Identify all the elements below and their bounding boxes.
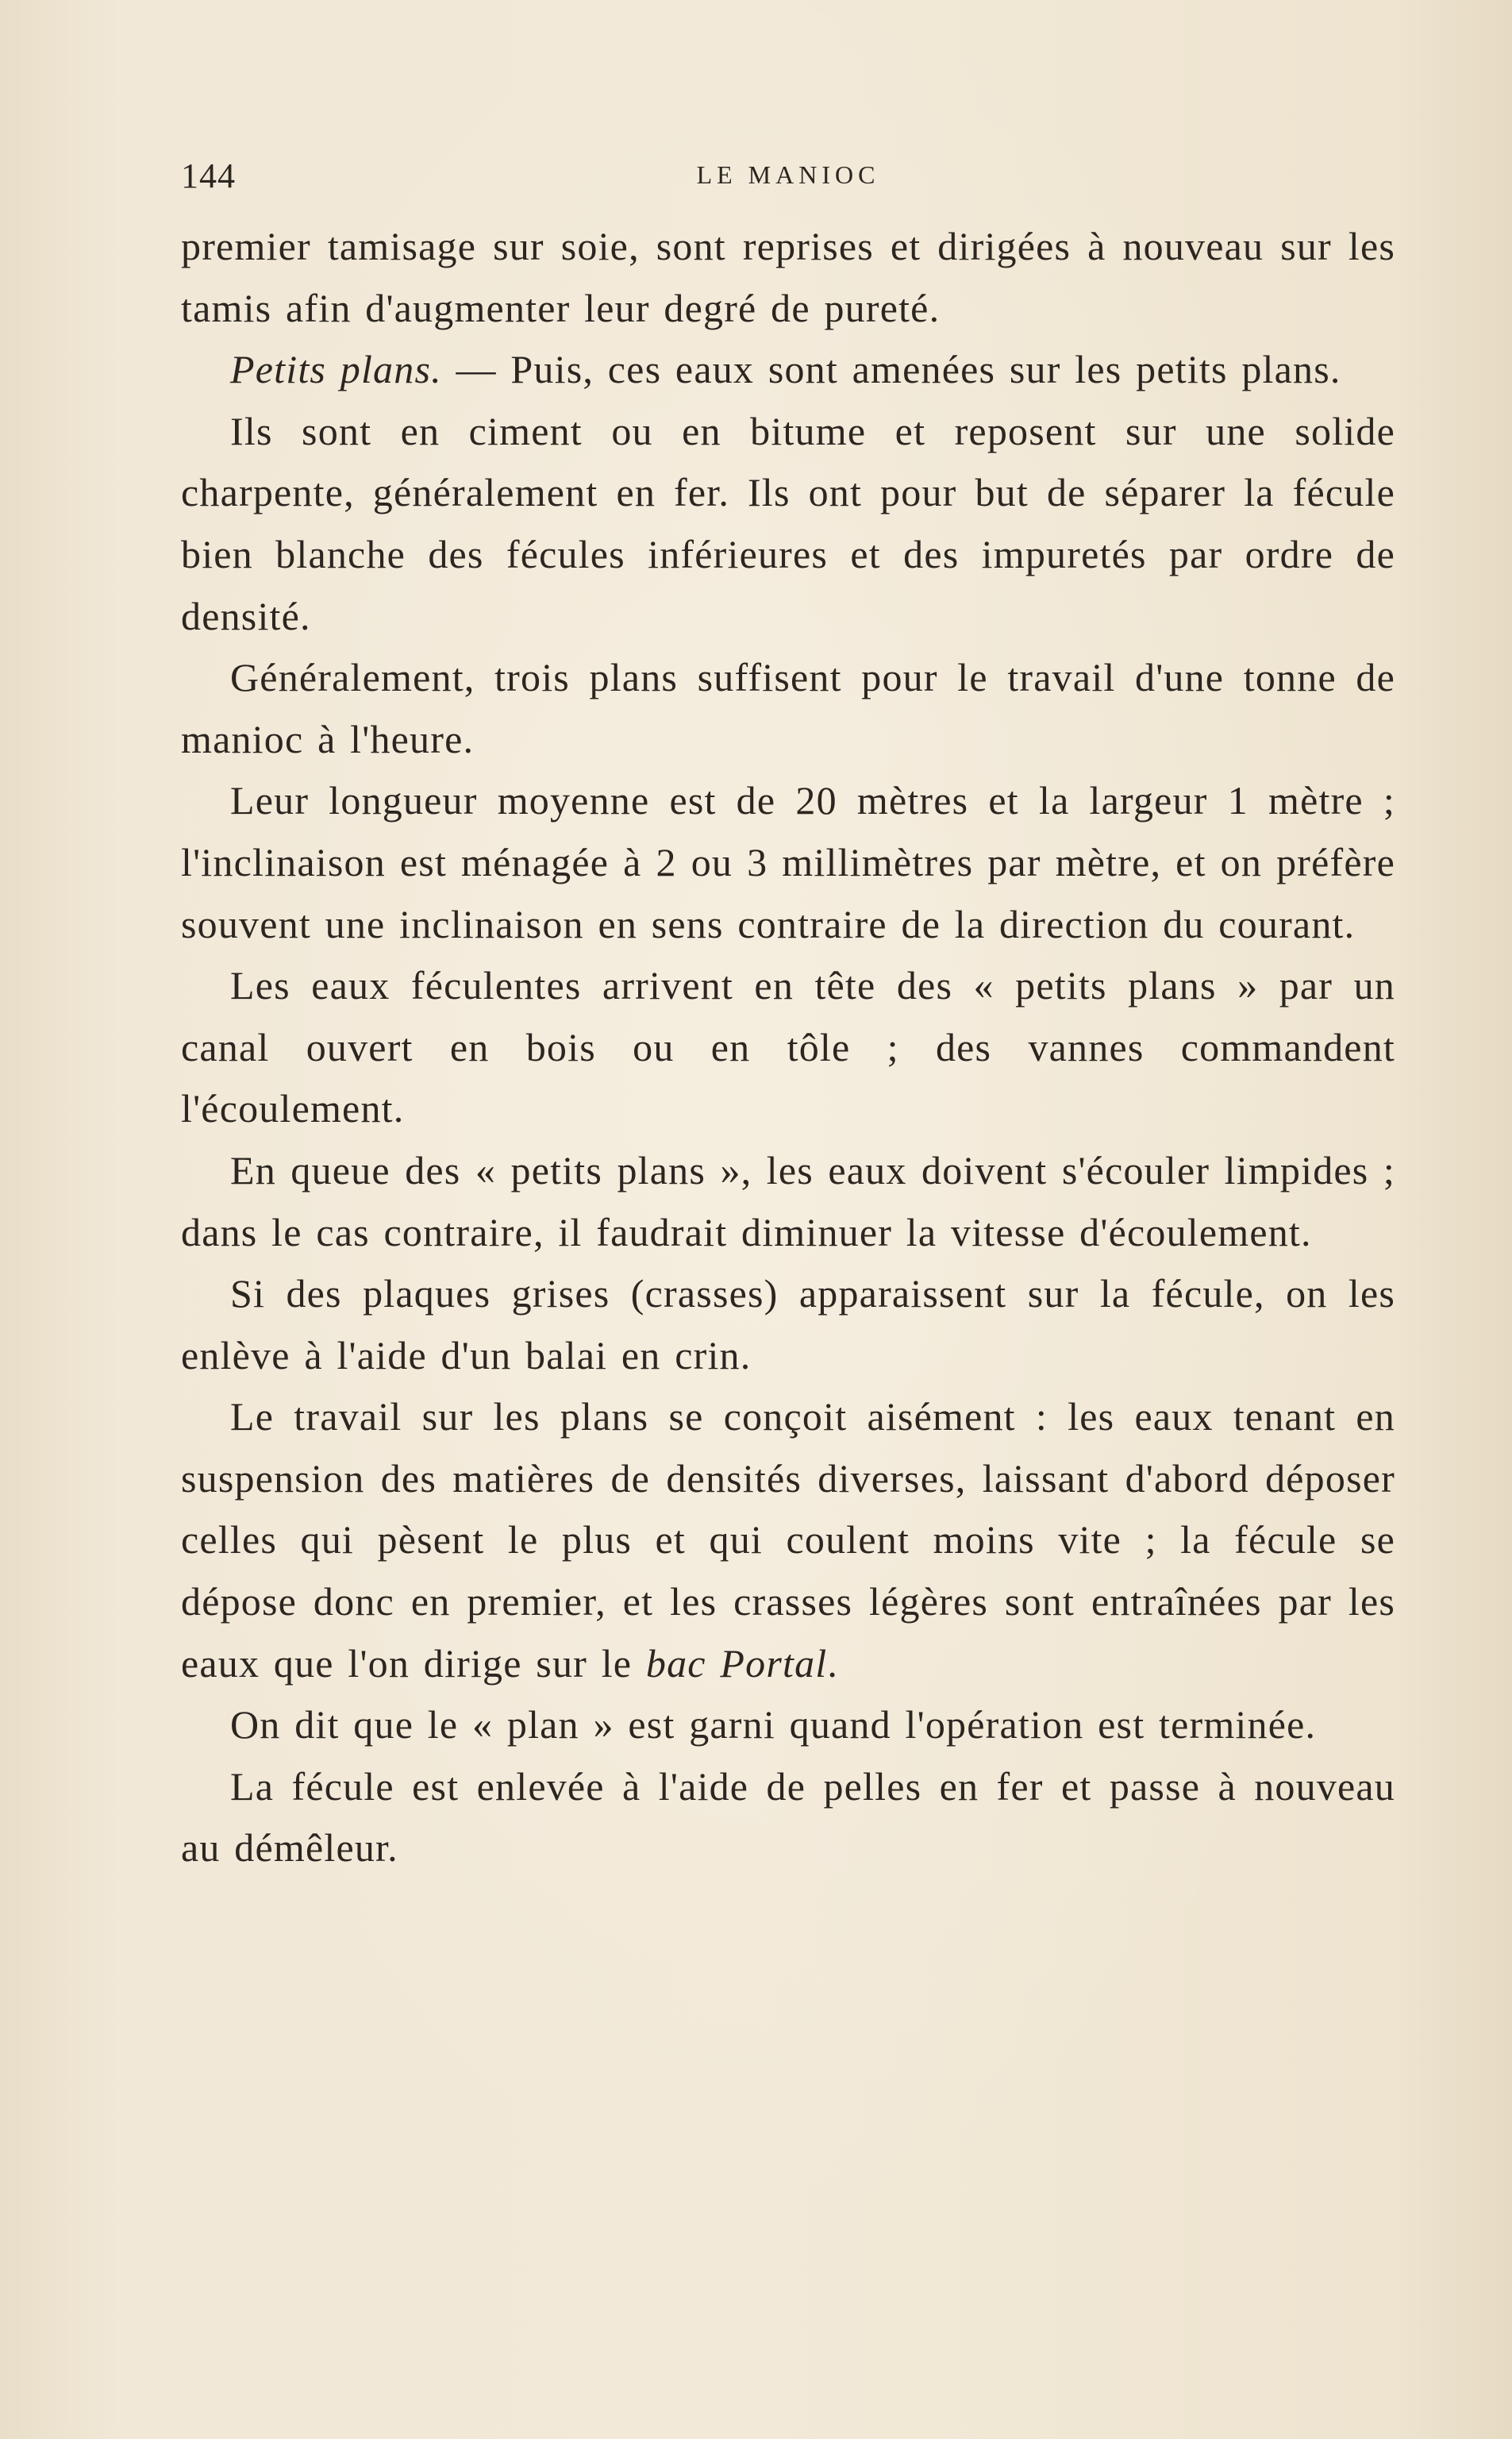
paragraph xyxy=(181,1756,1395,1879)
running-title: LE MANIOC xyxy=(696,160,880,189)
paragraph xyxy=(181,1694,1395,1756)
section-lead: Petits plans. xyxy=(230,347,442,392)
body-text xyxy=(181,216,1395,1879)
paragraph-text: — Puis, ces eaux sont amenées sur les petits plans. xyxy=(441,347,1341,392)
paragraph xyxy=(181,339,1395,401)
paragraph xyxy=(181,1263,1395,1386)
paragraph-tail: . xyxy=(827,1640,839,1686)
paragraph-text: Le travail sur les plans se conçoit aisément : les eaux tenant en suspension des matières de densités diverses, laissant d'abord déposer celles qui pèsent le plus et qui coulent moins vite ; la fécule se dépose donc en premier, et les crasses légères sont entraînées par les eaux que l'on dirige sur le xyxy=(181,1394,1395,1686)
paragraph xyxy=(181,647,1395,770)
paragraph-text: La fécule est enlevée à l'aide de pelles en fer et passe à nouveau au démêleur. xyxy=(181,1763,1395,1871)
paragraph-text: En queue des « petits plans », les eaux doivent s'écouler limpides ; dans le cas contraire, il faudrait diminuer la vitesse d'écoulement. xyxy=(181,1147,1395,1254)
paragraph-text: Ils sont en ciment ou en bitume et reposent sur une solide charpente, généralement en fer. Ils ont pour but de séparer la fécule bien blanche des fécules inférieures et des impuretés par ordre de densité. xyxy=(181,408,1395,638)
paragraph-text: On dit que le « plan » est garni quand l'opération est terminée. xyxy=(230,1702,1317,1747)
paragraph xyxy=(181,401,1395,647)
italic-term: bac Portal xyxy=(645,1640,828,1686)
paragraph xyxy=(181,770,1395,955)
paragraph xyxy=(181,216,1395,339)
page-number: 144 xyxy=(181,156,236,195)
paragraph-text: Les eaux féculentes arrivent en tête des « petits plans » par un canal ouvert en bois ou en tôle ; des vannes commandent l'écoulement. xyxy=(181,963,1395,1131)
paragraph xyxy=(181,1140,1395,1263)
page-header xyxy=(181,156,1395,203)
paragraph-text: premier tamisage sur soie, sont reprises et dirigées à nouveau sur les tamis afin d'augmenter leur degré de pureté. xyxy=(181,224,1395,330)
paragraph xyxy=(181,1386,1395,1694)
paragraph-text: Si des plaques grises (crasses) apparaissent sur la fécule, on les enlève à l'aide d'un balai en crin. xyxy=(181,1271,1395,1377)
paragraph-text: Généralement, trois plans suffisent pour le travail d'une tonne de manioc à l'heure. xyxy=(181,655,1395,761)
paragraph xyxy=(181,955,1395,1140)
paragraph-text: Leur longueur moyenne est de 20 mètres et la largeur 1 mètre ; l'inclinaison est ménagée à 2 ou 3 millimètres par mètre, et on préfère souvent une inclinaison en sens contraire de la direction du courant. xyxy=(181,778,1395,946)
